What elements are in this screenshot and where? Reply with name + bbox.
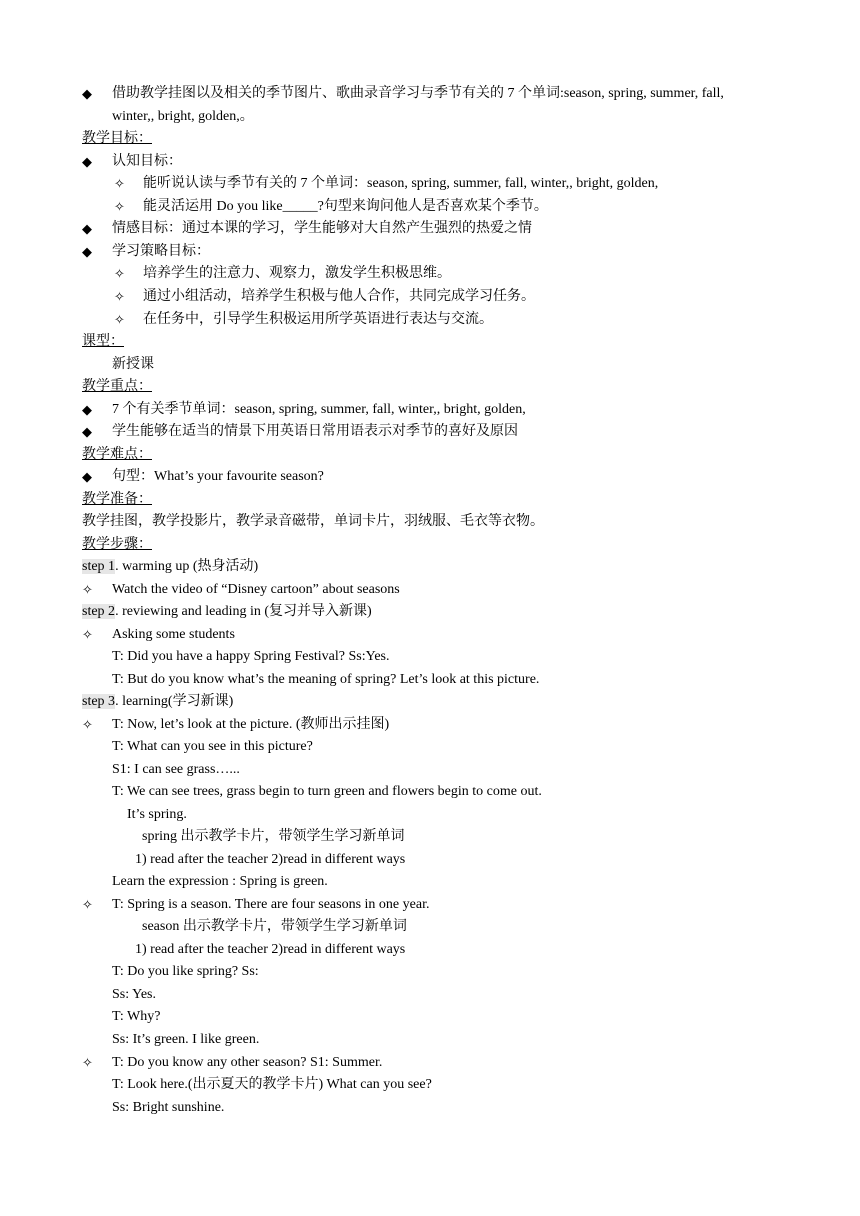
instruction-line: 1) read after the teacher 2)read in different ways xyxy=(135,852,406,867)
cognitive-item: 能灵活运用 Do you like_____?句型来询问他人是否喜欢某个季节。 xyxy=(143,199,548,214)
step-1-heading xyxy=(82,557,258,577)
step-1-item: Watch the video of “Disney cartoon” about seasons xyxy=(112,582,400,597)
step-label: step 3 xyxy=(82,694,116,709)
dialogue-line: Ss: Bright sunshine. xyxy=(112,1100,225,1115)
instruction-line: season 出示教学卡片，带领学生学习新单词 xyxy=(142,919,407,934)
bullet-star: ✧ xyxy=(82,1055,93,1070)
dialogue-line: T: Spring is a season. There are four seasons in one year. xyxy=(112,897,430,912)
bullet-star: ✧ xyxy=(114,176,125,191)
key-point-item: 7 个有关季节单词：season, spring, summer, fall, winter,, bright, golden, xyxy=(112,402,526,417)
strategy-goal: 学习策略目标： xyxy=(112,244,210,259)
dialogue-line: T: Why? xyxy=(112,1009,161,1024)
preparation-text: 教学挂图，教学投影片，教学录音磁带，单词卡片，羽绒服、毛衣等衣物。 xyxy=(82,514,544,529)
emotional-goal: 情感目标：通过本课的学习，学生能够对大自然产生强烈的热爱之情 xyxy=(112,221,532,236)
difficulty-item: 句型：What’s your favourite season? xyxy=(112,469,324,484)
step-2-item: Asking some students xyxy=(112,627,235,642)
dialogue-line: T: Do you like spring? Ss: xyxy=(112,964,259,979)
dialogue-line: T: Now, let’s look at the picture. (教师出示挂图) xyxy=(112,717,390,732)
dialogue-line: T: Did you have a happy Spring Festival? Ss:Yes. xyxy=(112,649,390,664)
dialogue-line: Learn the expression : Spring is green. xyxy=(112,874,328,889)
step-label: step 1 xyxy=(82,559,116,574)
goals-heading: 教学目标： xyxy=(82,131,152,146)
preparation-heading: 教学准备： xyxy=(82,492,152,507)
bullet-diamond: ◆ xyxy=(82,86,92,101)
bullet-star: ✧ xyxy=(82,582,93,597)
key-points-heading: 教学重点： xyxy=(82,379,152,394)
instruction-line: 1) read after the teacher 2)read in different ways xyxy=(135,942,406,957)
dialogue-line: T: What can you see in this picture? xyxy=(112,739,313,754)
dialogue-line: S1: I can see grass…... xyxy=(112,762,240,777)
dialogue-line: Ss: It’s green. I like green. xyxy=(112,1032,260,1047)
cognitive-item: 能听说认读与季节有关的 7 个单词：season, spring, summer, fall, winter,, bright, golden, xyxy=(143,176,659,191)
instruction-line: spring 出示教学卡片，带领学生学习新单词 xyxy=(142,829,405,844)
difficulties-heading: 教学难点： xyxy=(82,447,152,462)
lesson-type-heading: 课型： xyxy=(82,334,124,349)
lesson-type-text: 新授课 xyxy=(112,357,154,372)
strategy-item: 培养学生的注意力、观察力，激发学生积极思维。 xyxy=(143,266,451,281)
strategy-item: 在任务中，引导学生积极运用所学英语进行表达与交流。 xyxy=(143,312,493,327)
bullet-diamond: ◆ xyxy=(82,244,92,259)
strategy-item: 通过小组活动，培养学生积极与他人合作，共同完成学习任务。 xyxy=(143,289,535,304)
bullet-diamond: ◆ xyxy=(82,154,92,169)
intro-line-2: winter,, bright, golden,。 xyxy=(112,109,254,124)
intro-line-1: 借助教学挂图以及相关的季节图片、歌曲录音学习与季节有关的 7 个单词:season, spring, summer, fall, xyxy=(112,86,724,101)
bullet-star: ✧ xyxy=(82,627,93,642)
procedure-heading: 教学步骤： xyxy=(82,537,152,552)
step-label: step 2 xyxy=(82,604,116,619)
step-title: . warming up (热身活动) xyxy=(115,559,259,574)
bullet-diamond: ◆ xyxy=(82,424,92,439)
bullet-diamond: ◆ xyxy=(82,402,92,417)
step-title: . reviewing and leading in (复习并导入新课) xyxy=(115,604,372,619)
bullet-star: ✧ xyxy=(114,199,125,214)
dialogue-line: T: Look here.(出示夏天的教学卡片) What can you see? xyxy=(112,1077,432,1092)
dialogue-line: T: Do you know any other season? S1: Summer. xyxy=(112,1055,383,1070)
step-2-heading xyxy=(82,602,372,622)
bullet-diamond: ◆ xyxy=(82,221,92,236)
dialogue-line: Ss: Yes. xyxy=(112,987,156,1002)
bullet-star: ✧ xyxy=(82,717,93,732)
cognitive-goal: 认知目标： xyxy=(112,154,182,169)
step-3-heading xyxy=(82,692,233,712)
step-title: . learning(学习新课) xyxy=(115,694,234,709)
dialogue-line: T: We can see trees, grass begin to turn green and flowers begin to come out. xyxy=(112,784,542,799)
bullet-diamond: ◆ xyxy=(82,469,92,484)
key-point-item: 学生能够在适当的情景下用英语日常用语表示对季节的喜好及原因 xyxy=(112,424,518,439)
bullet-star: ✧ xyxy=(114,289,125,304)
bullet-star: ✧ xyxy=(114,312,125,327)
bullet-star: ✧ xyxy=(114,266,125,281)
bullet-star: ✧ xyxy=(82,897,93,912)
dialogue-line: It’s spring. xyxy=(127,807,187,822)
dialogue-line: T: But do you know what’s the meaning of spring? Let’s look at this picture. xyxy=(112,672,540,687)
